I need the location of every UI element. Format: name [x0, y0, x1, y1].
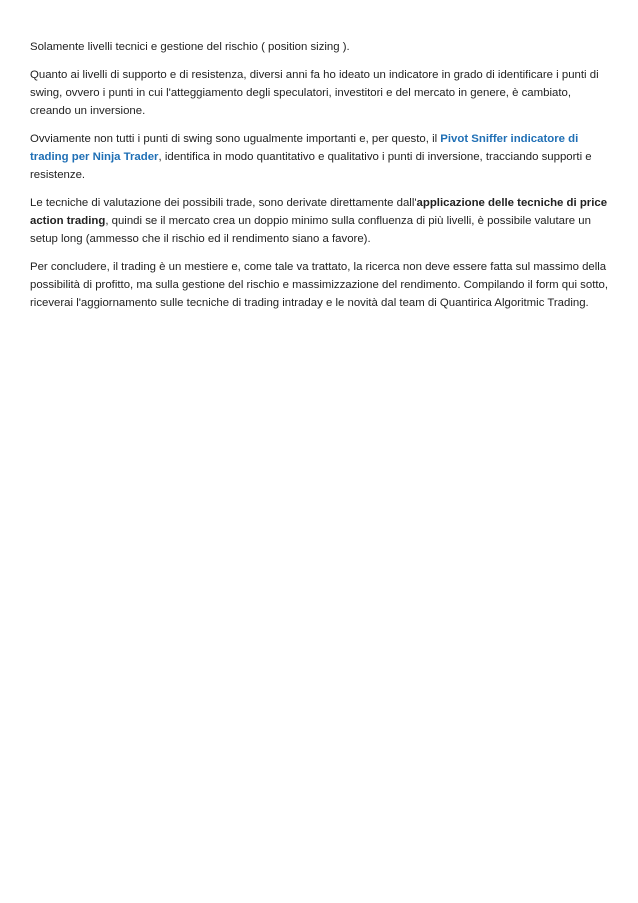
paragraph-text: , identifica in modo quantitativo e qualitativo i punti di inversione, tracciando supporti e resistenze.	[30, 151, 592, 181]
paragraph-conclusion	[30, 258, 610, 312]
paragraph-text: Ovviamente non tutti i punti di swing sono ugualmente importanti e, per questo, il	[30, 133, 441, 145]
paragraph-position-sizing	[30, 38, 610, 56]
paragraph-support-resistance	[30, 66, 610, 120]
paragraph-text: Quanto ai livelli di supporto e di resistenza, diversi anni fa ho ideato un indicatore in grado di identificare i punti di swing, ovvero i punti in cui l'atteggiamento degli speculatori, investitori e del mercato in genere, è cambiato, creando un inversione.	[30, 69, 599, 117]
price-action-bold-text: applicazione delle tecniche di price action trading	[30, 197, 608, 227]
paragraph-text: Solamente livelli tecnici e gestione del rischio ( position sizing ).	[30, 41, 350, 53]
paragraph-text: Per concludere, il trading è un mestiere e, come tale va trattato, la ricerca non deve essere fatta sul massimo della possibilità di profitto, ma sulla gestione del rischio e massimizzazione del rendimento. Compilando il form qui sotto, riceverai l'aggiornamento sulle tecniche di trading intraday e le novità dal team di Quantirica Algoritmic Trading.	[30, 261, 609, 309]
paragraph-price-action	[30, 194, 610, 248]
paragraph-text: , quindi se il mercato crea un doppio minimo sulla confluenza di più livelli, è possibile valutare un setup long (ammesso che il rischio ed il rendimento siano a favore).	[30, 215, 591, 245]
paragraph-swing-points	[30, 130, 610, 184]
pivot-sniffer-link[interactable]: Pivot Sniffer indicatore di trading per Ninja Trader	[30, 133, 579, 163]
document-body	[30, 38, 610, 322]
paragraph-text: Le tecniche di valutazione dei possibili trade, sono derivate direttamente dall'	[30, 197, 417, 209]
